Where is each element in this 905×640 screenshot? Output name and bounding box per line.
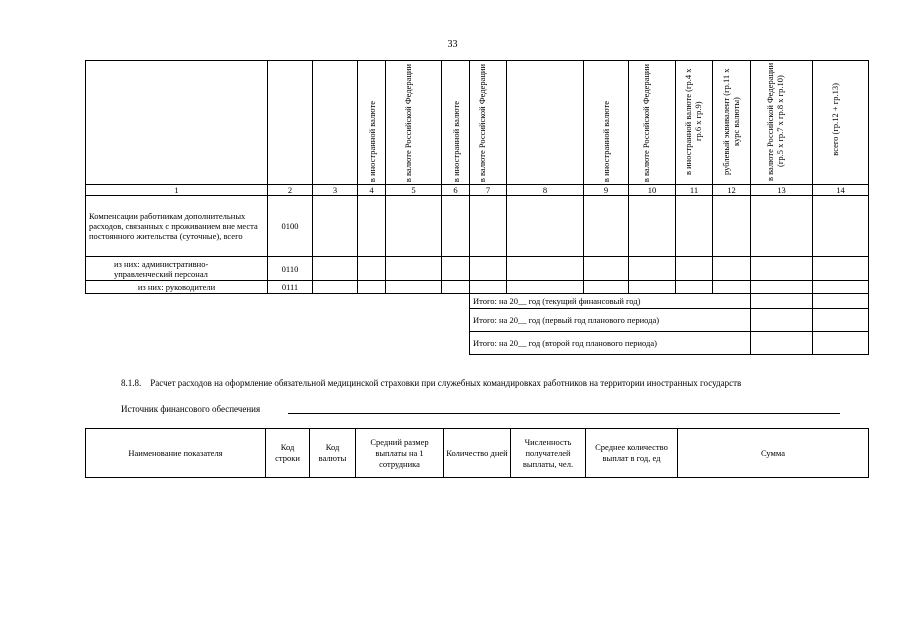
column-number: 1	[86, 185, 268, 196]
data-cell[interactable]	[507, 257, 584, 281]
column-number: 3	[313, 185, 358, 196]
header-cell	[470, 61, 507, 185]
data-cell[interactable]	[584, 257, 629, 281]
header-row-code: Код строки	[266, 429, 310, 478]
header-foreign-currency: в иностранной валюте	[366, 100, 377, 182]
row-label: из них: административно-управленческий персонал	[86, 257, 268, 281]
data-cell[interactable]	[442, 281, 470, 294]
column-number: 2	[268, 185, 313, 196]
row-code: 0111	[268, 281, 313, 294]
data-cell[interactable]	[470, 257, 507, 281]
header-cell	[507, 61, 584, 185]
data-cell[interactable]	[386, 196, 442, 257]
data-cell[interactable]	[629, 196, 676, 257]
header-cell	[358, 61, 386, 185]
total-label: Итого: на 20__ год (второй год планового периода)	[470, 332, 751, 355]
data-cell[interactable]	[313, 257, 358, 281]
data-cell[interactable]	[813, 257, 869, 281]
data-cell[interactable]	[713, 257, 751, 281]
row-code: 0100	[268, 196, 313, 257]
data-cell[interactable]	[751, 281, 813, 294]
total-label: Итого: на 20__ год (текущий финансовый год)	[470, 294, 751, 309]
header-sum: Сумма	[678, 429, 869, 478]
column-number: 5	[386, 185, 442, 196]
data-cell[interactable]	[442, 257, 470, 281]
column-number: 4	[358, 185, 386, 196]
row-label: из них: руководители	[86, 281, 268, 294]
total-cell[interactable]	[751, 294, 813, 309]
header-rub-currency: в валюте Российской Федерации	[641, 63, 651, 182]
column-number: 8	[507, 185, 584, 196]
section-text: Расчет расходов на оформление обязательной медицинской страховки при служебных командировках работников на территории иностранных государств	[150, 378, 742, 388]
data-cell[interactable]	[713, 196, 751, 257]
header-cell	[268, 61, 313, 185]
funding-source-field[interactable]	[288, 413, 840, 414]
data-cell[interactable]	[386, 281, 442, 294]
header-cell	[813, 61, 869, 185]
header-average-payments: Среднее количество выплат в год, ед	[586, 429, 678, 478]
insurance-table	[85, 428, 869, 478]
column-number: 7	[470, 185, 507, 196]
data-cell[interactable]	[386, 257, 442, 281]
total-row	[86, 294, 869, 309]
data-cell[interactable]	[313, 196, 358, 257]
data-cell[interactable]	[358, 281, 386, 294]
header-cell	[751, 61, 813, 185]
data-cell[interactable]	[813, 196, 869, 257]
data-cell[interactable]	[676, 281, 713, 294]
column-number: 14	[813, 185, 869, 196]
total-cell[interactable]	[751, 332, 813, 355]
row-code: 0110	[268, 257, 313, 281]
header-foreign-currency: в иностранной валюте	[450, 100, 461, 182]
data-cell[interactable]	[751, 257, 813, 281]
header-rub-formula: в валюте Российской Федерации (гр.5 х гр.7 х гр.8 х гр.10)	[764, 62, 785, 181]
column-number: 9	[584, 185, 629, 196]
data-cell[interactable]	[713, 281, 751, 294]
column-number: 10	[629, 185, 676, 196]
row-label: Компенсации работникам дополнительных расходов, связанных с проживанием вне места постоянного жительства (суточные), всего	[86, 196, 268, 257]
header-cell	[442, 61, 470, 185]
header-currency-code: Код валюты	[310, 429, 356, 478]
data-cell[interactable]	[358, 257, 386, 281]
data-cell[interactable]	[358, 196, 386, 257]
data-cell[interactable]	[676, 257, 713, 281]
column-number: 11	[676, 185, 713, 196]
header-cell	[629, 61, 676, 185]
data-cell[interactable]	[313, 281, 358, 294]
data-cell[interactable]	[507, 196, 584, 257]
column-number: 13	[751, 185, 813, 196]
header-total: всего (гр.12 + гр.13)	[829, 83, 840, 156]
column-numbers-row	[86, 185, 869, 196]
header-foreign-currency: в иностранной валюте	[601, 100, 611, 182]
table-header-row	[86, 61, 869, 185]
column-number: 6	[442, 185, 470, 196]
header-recipients-count: Численность получателей выплаты, чел.	[511, 429, 586, 478]
header-days-count: Количество дней	[444, 429, 511, 478]
header-cell	[86, 61, 268, 185]
header-cell	[584, 61, 629, 185]
page-number: 33	[447, 39, 458, 50]
header-cell	[676, 61, 713, 185]
section-number: 8.1.8.	[121, 378, 142, 388]
funding-source-label: Источник финансового обеспечения	[121, 404, 261, 414]
header-rub-currency: в валюте Российской Федерации	[402, 63, 413, 182]
total-row	[86, 332, 869, 355]
data-cell[interactable]	[629, 281, 676, 294]
data-cell[interactable]	[584, 196, 629, 257]
data-cell[interactable]	[629, 257, 676, 281]
data-cell[interactable]	[442, 196, 470, 257]
total-cell[interactable]	[813, 309, 869, 332]
table-row	[86, 196, 869, 257]
header-ruble-equivalent: рублевый эквивалент (гр.11 х курс валюты)	[720, 68, 741, 175]
data-cell[interactable]	[584, 281, 629, 294]
total-cell[interactable]	[751, 309, 813, 332]
travel-allowance-table	[85, 60, 869, 355]
table-row	[86, 257, 869, 281]
total-label: Итого: на 20__ год (первый год планового периода)	[470, 309, 751, 332]
header-indicator-name: Наименование показателя	[86, 429, 266, 478]
data-cell[interactable]	[507, 281, 584, 294]
data-cell[interactable]	[470, 281, 507, 294]
column-number: 12	[713, 185, 751, 196]
table-header-row	[86, 429, 869, 478]
header-cell	[313, 61, 358, 185]
header-cell	[386, 61, 442, 185]
header-rub-currency: в валюте Российской Федерации	[477, 63, 487, 182]
table-row	[86, 281, 869, 294]
section-heading	[85, 378, 875, 389]
header-average-payment: Средний размер выплаты на 1 сотрудника	[356, 429, 444, 478]
data-cell[interactable]	[470, 196, 507, 257]
total-cell[interactable]	[813, 294, 869, 309]
data-cell[interactable]	[676, 196, 713, 257]
data-cell[interactable]	[813, 281, 869, 294]
header-foreign-formula: в иностранной валюте (гр.4 х гр.6 х гр.9)	[683, 68, 703, 175]
header-cell	[713, 61, 751, 185]
data-cell[interactable]	[751, 196, 813, 257]
total-row	[86, 309, 869, 332]
total-cell[interactable]	[813, 332, 869, 355]
